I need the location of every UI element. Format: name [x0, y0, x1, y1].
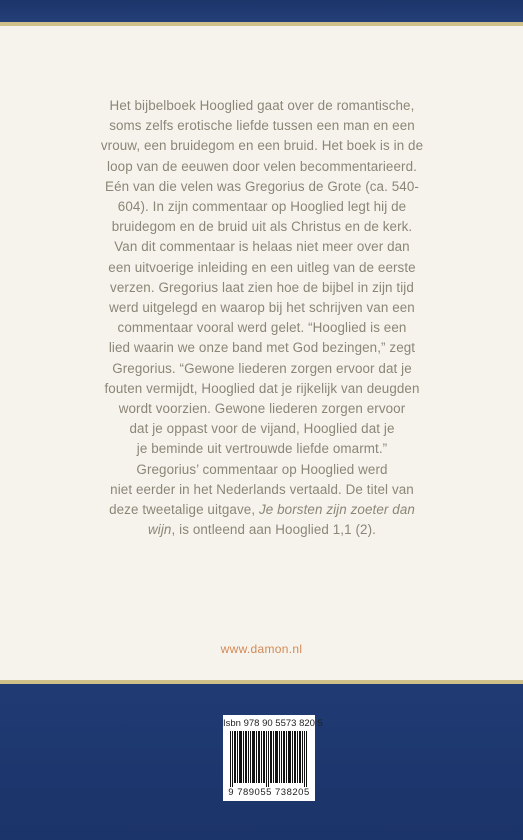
blurb-line: 604). In zijn commentaar op Hooglied legt hij de — [117, 199, 407, 215]
isbn-number: Isbn 978 90 5573 820 5 — [223, 718, 323, 729]
publisher-website[interactable]: www.damon.nl — [220, 642, 303, 656]
back-cover-blurb — [60, 96, 464, 540]
blurb-line: fouten vermijdt, Hooglied dat je rijkelijk van deugden — [104, 380, 420, 396]
blurb-line: bruidegom en de bruid uit als Christus en de kerk. — [111, 219, 413, 235]
blurb-line: wordt voorzien. Gewone liederen zorgen ervoor — [118, 401, 406, 417]
blurb-line: loop van de eeuwen door velen becommentarieerd. — [107, 158, 417, 174]
blurb-line: verzen. Gregorius laat zien hoe de bijbel in zijn tijd — [110, 279, 414, 295]
blurb-line: Het bijbelboek Hooglied gaat over de romantische, — [109, 98, 415, 113]
blurb-line: Gregorius’ commentaar op Hooglied werd — [136, 461, 388, 477]
blurb-line: dat je oppast voor de vijand, Hooglied dat je — [129, 421, 395, 437]
isbn-barcode-label — [223, 715, 323, 801]
blurb-line: Gregorius. “Gewone liederen zorgen ervoor dat je — [112, 360, 412, 376]
barcode-icon — [229, 731, 309, 787]
blurb-line: Eén van die velen was Gregorius de Grote (ca. 540- — [105, 178, 419, 194]
book-title-italic: wijn — [148, 522, 172, 538]
blurb-line: je beminde uit vertrouwde liefde omarmt.” — [136, 441, 388, 457]
blurb-text: , is ontleend aan Hooglied 1,1 (2). — [171, 522, 376, 538]
blurb-line: een uitvoerige inleiding en een uitleg van de eerste — [108, 259, 416, 275]
blurb-line: soms zelfs erotische liefde tussen een man en een — [109, 118, 415, 134]
top-navy-band — [0, 0, 523, 22]
blurb-text: deze tweetalige uitgave, — [109, 502, 259, 518]
blurb-line-title-start — [60, 500, 464, 520]
blurb-line: vrouw, een bruidegom en een bruid. Het boek is in de — [100, 138, 424, 154]
blurb-line: lied waarin we onze band met God bezingen,” zegt — [108, 340, 416, 356]
blurb-line: Van dit commentaar is helaas niet meer over dan — [114, 239, 410, 255]
blurb-line-title-end — [60, 520, 464, 540]
blurb-line: commentaar vooral werd gelet. “Hooglied is een — [117, 320, 407, 336]
book-title-italic: Je borsten zijn zoeter dan — [258, 502, 415, 518]
barcode-number: 9 789055 738205 — [228, 787, 310, 798]
blurb-line: niet eerder in het Nederlands vertaald. De titel van — [110, 481, 414, 497]
blurb-line: werd uitgelegd en waarop bij het schrijven van een — [109, 300, 415, 316]
